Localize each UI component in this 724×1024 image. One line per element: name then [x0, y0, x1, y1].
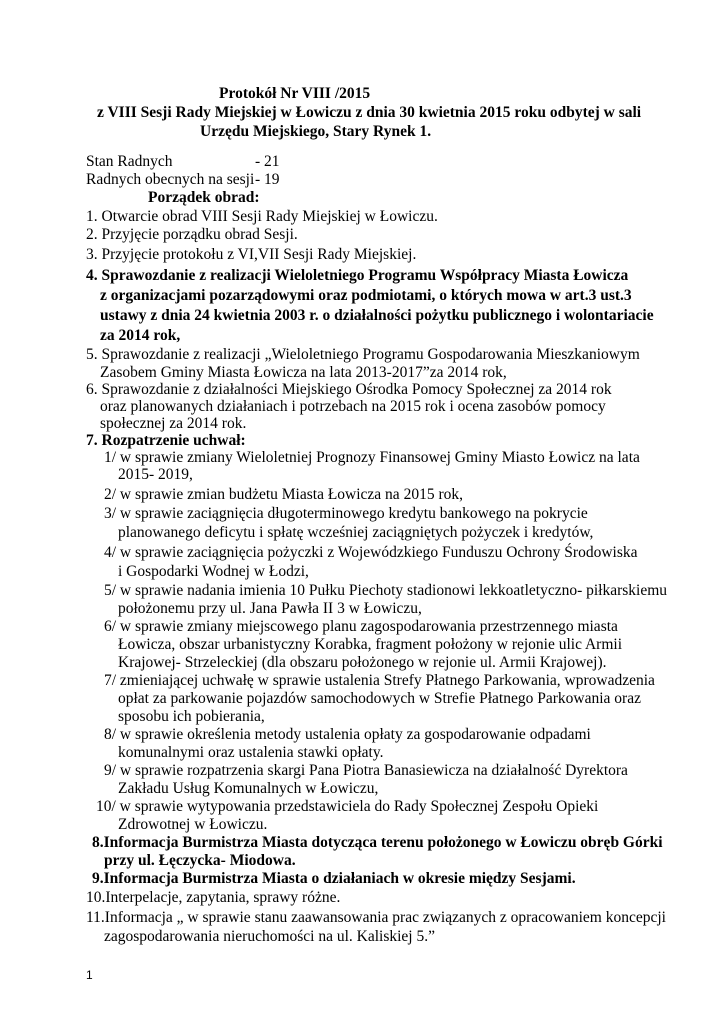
agenda-item-8-line-1: 8.Informacja Burmistrza Miasta dotycząca terenu położonego w Łowiczu obręb Górki: [92, 834, 663, 851]
radnych-obecnych-value: - 19: [255, 171, 280, 188]
agenda-item-11-line-2: zagospodarowania nieruchomości na ul. Kaliskiej 5.”: [104, 928, 435, 945]
resolution-5-line-1: 5/ w sprawie nadania imienia 10 Pułku Piechoty stadionowi lekkoatletyczno- piłkarskiemu: [104, 582, 668, 599]
agenda-item-4-line-1: 4. Sprawozdanie z realizacji Wieloletniego Programu Współpracy Miasta Łowicza: [86, 267, 629, 284]
agenda-item-6-line-2: oraz planowanych działaniach i potrzebach na 2015 rok i ocena zasobów pomocy: [100, 398, 606, 415]
page-number: 1: [86, 968, 93, 982]
resolution-6-line-3: Krajowej- Strzeleckiej (dla obszaru położonego w rejonie ul. Armii Krajowej).: [118, 654, 607, 671]
resolution-4-line-2: i Gospodarki Wodnej w Łodzi,: [118, 563, 309, 580]
resolution-2: 2/ w sprawie zmian budżetu Miasta Łowicza na 2015 rok,: [104, 486, 463, 503]
radnych-obecnych-label: Radnych obecnych na sesji: [86, 171, 255, 188]
resolution-7-line-3: sposobu ich pobierania,: [118, 708, 265, 725]
stan-radnych-label: Stan Radnych: [86, 153, 173, 170]
resolution-10-line-2: Zdrowotnej w Łowiczu.: [118, 816, 268, 833]
agenda-item-9: 9.Informacja Burmistrza Miasta o działaniach w okresie między Sesjami.: [92, 870, 576, 887]
resolution-9-line-1: 9/ w sprawie rozpatrzenia skargi Pana Piotra Banasiewicza na działalność Dyrektora: [104, 762, 628, 779]
resolution-8-line-2: komunalnymi oraz ustalenia stawki opłaty.: [118, 744, 384, 761]
agenda-item-10: 10.Interpelacje, zapytania, sprawy różne.: [86, 889, 341, 906]
agenda-heading: Porządek obrad:: [148, 189, 260, 206]
resolution-1-line-1: 1/ w sprawie zmiany Wieloletniej Prognozy Finansowej Gminy Miasto Łowicz na lata: [104, 449, 640, 466]
agenda-item-1: 1. Otwarcie obrad VIII Sesji Rady Miejskiej w Łowiczu.: [86, 208, 438, 225]
agenda-item-5-line-1: 5. Sprawozdanie z realizacji „Wieloletniego Programu Gospodarowania Mieszkaniowym: [86, 346, 640, 363]
resolution-9-line-2: Zakładu Usług Komunalnych w Łowiczu,: [118, 780, 379, 797]
agenda-item-7: 7. Rozpatrzenie uchwał:: [86, 432, 246, 449]
agenda-item-11-line-1: 11.Informacja „ w sprawie stanu zaawansowania prac związanych z opracowaniem koncepcji: [86, 909, 666, 926]
stan-radnych-value: - 21: [255, 153, 280, 170]
agenda-item-8-line-2: przy ul. Łęczycka- Miodowa.: [104, 852, 296, 869]
resolution-10-line-1: 10/ w sprawie wytypowania przedstawiciela do Rady Społecznej Zespołu Opieki: [96, 798, 599, 815]
agenda-item-4-line-3: ustawy z dnia 24 kwietnia 2003 r. o działalności pożytku publicznego i wolontariacie: [100, 307, 654, 324]
agenda-item-6-line-3: społecznej za 2014 rok.: [100, 415, 247, 432]
document-title: Protokół Nr VIII /2015: [219, 85, 371, 102]
agenda-item-5-line-2: Zasobem Gminy Miasta Łowicza na lata 2013-2017”za 2014 rok,: [100, 364, 507, 381]
resolution-6-line-1: 6/ w sprawie zmiany miejscowego planu zagospodarowania przestrzennego miasta: [104, 618, 618, 635]
agenda-item-6-line-1: 6. Sprawozdanie z działalności Miejskiego Ośrodka Pomocy Społecznej za 2014 rok: [86, 381, 612, 398]
agenda-item-3: 3. Przyjęcie protokołu z VI,VII Sesji Rady Miejskiej.: [86, 246, 417, 263]
document-subtitle-line-1: z VIII Sesji Rady Miejskiej w Łowiczu z dnia 30 kwietnia 2015 roku odbytej w sali: [97, 104, 642, 121]
document-subtitle-line-2: Urzędu Miejskiego, Stary Rynek 1.: [200, 123, 432, 140]
resolution-4-line-1: 4/ w sprawie zaciągnięcia pożyczki z Wojewódzkiego Funduszu Ochrony Środowiska: [104, 544, 638, 561]
resolution-7-line-1: 7/ zmieniającej uchwałę w sprawie ustalenia Strefy Płatnego Parkowania, wprowadzenia: [104, 672, 655, 689]
resolution-1-line-2: 2015- 2019,: [118, 466, 193, 483]
resolution-3-line-1: 3/ w sprawie zaciągnięcia długoterminowego kredytu bankowego na pokrycie: [104, 505, 588, 522]
resolution-3-line-2: planowanego deficytu i spłatę wcześniej zaciągniętych pożyczek i kredytów,: [118, 524, 594, 541]
agenda-item-2: 2. Przyjęcie porządku obrad Sesji.: [86, 226, 298, 243]
agenda-item-4-line-2: z organizacjami pozarządowymi oraz podmiotami, o których mowa w art.3 ust.3: [100, 287, 632, 304]
resolution-8-line-1: 8/ w sprawie określenia metody ustalenia opłaty za gospodarowanie odpadami: [104, 726, 591, 743]
resolution-7-line-2: opłat za parkowanie pojazdów samochodowych w Strefie Płatnego Parkowania oraz: [118, 690, 641, 707]
resolution-6-line-2: Łowicza, obszar urbanistyczny Korabka, fragment położony w rejonie ulic Armii: [118, 636, 623, 653]
resolution-5-line-2: położonemu przy ul. Jana Pawła II 3 w Łowiczu,: [118, 600, 422, 617]
agenda-item-4-line-4: za 2014 rok,: [100, 327, 181, 344]
